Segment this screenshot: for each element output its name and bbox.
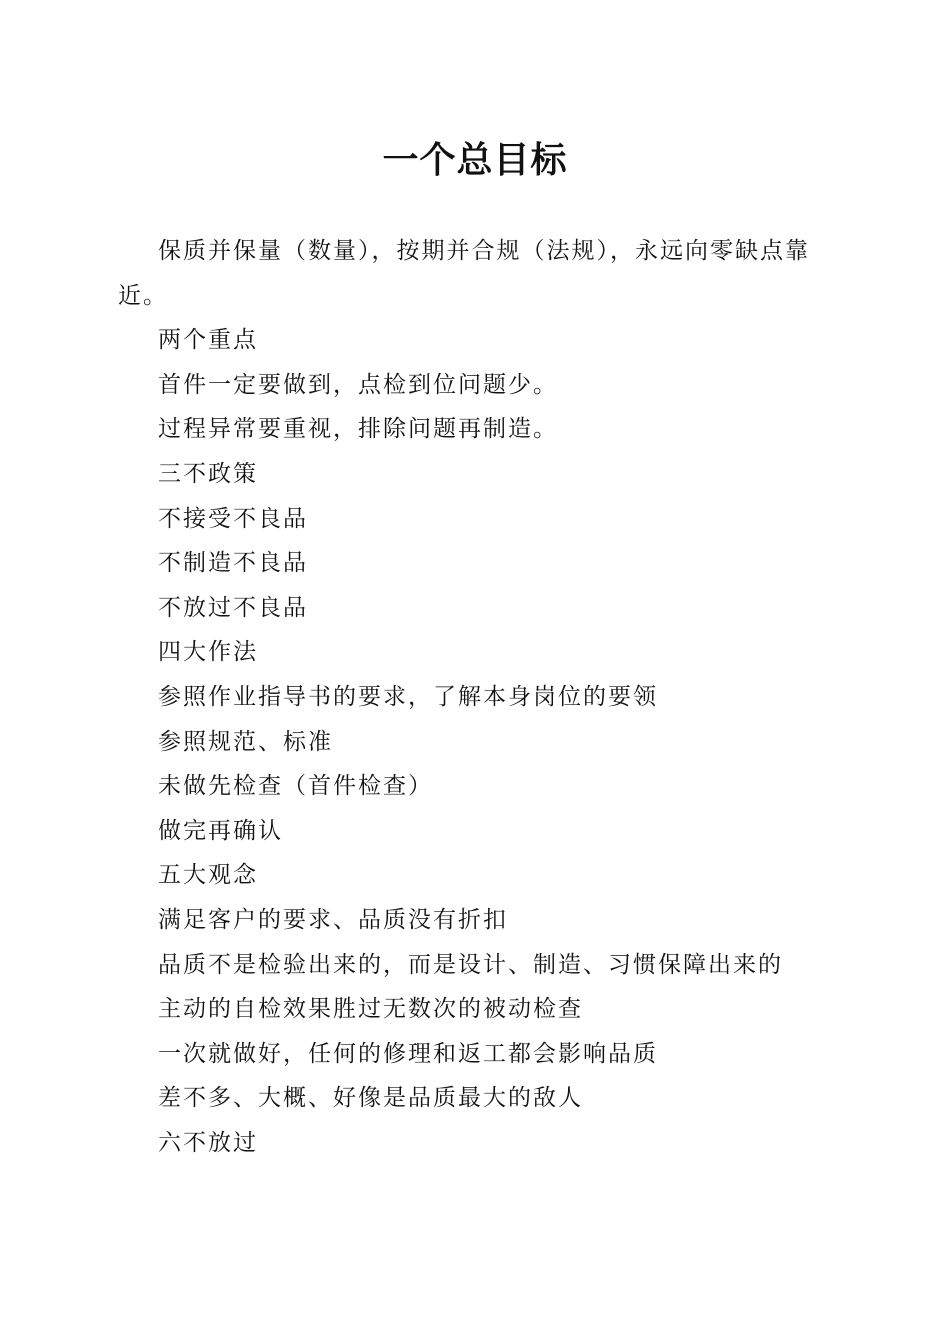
text-line: 未做先检查（首件检查） xyxy=(158,773,433,800)
text-line: 满足客户的要求、品质没有折扣 xyxy=(158,906,508,933)
text-line: 参照作业指导书的要求，了解本身岗位的要领 xyxy=(158,683,658,710)
text-line: 品质不是检验出来的，而是设计、制造、习惯保障出来的 xyxy=(158,951,783,978)
text-line: 不接受不良品 xyxy=(158,505,308,532)
heading-six-not-let-go: 六不放过 xyxy=(158,1129,258,1156)
text-line: 做完再确认 xyxy=(158,817,283,844)
intro-paragraph: 保质并保量（数量），按期并合规（法规），永远向零缺点靠近。 xyxy=(118,238,810,309)
text-line: 不制造不良品 xyxy=(158,550,308,577)
heading-three-no-policy: 三不政策 xyxy=(158,460,258,487)
heading-four-methods: 四大作法 xyxy=(158,639,258,666)
heading-five-concepts: 五大观念 xyxy=(158,862,258,889)
document-title: 一个总目标 xyxy=(382,139,568,181)
text-line: 一次就做好，任何的修理和返工都会影响品质 xyxy=(158,1040,658,1067)
text-line: 过程异常要重视，排除问题再制造。 xyxy=(158,416,558,443)
text-line: 参照规范、标准 xyxy=(158,728,333,755)
text-line: 主动的自检效果胜过无数次的被动检查 xyxy=(158,996,583,1023)
text-line: 首件一定要做到，点检到位问题少。 xyxy=(158,371,558,398)
heading-two-key-points: 两个重点 xyxy=(158,327,258,354)
text-line: 不放过不良品 xyxy=(158,594,308,621)
document-body xyxy=(118,229,830,1165)
text-line: 差不多、大概、好像是品质最大的敌人 xyxy=(158,1085,583,1112)
